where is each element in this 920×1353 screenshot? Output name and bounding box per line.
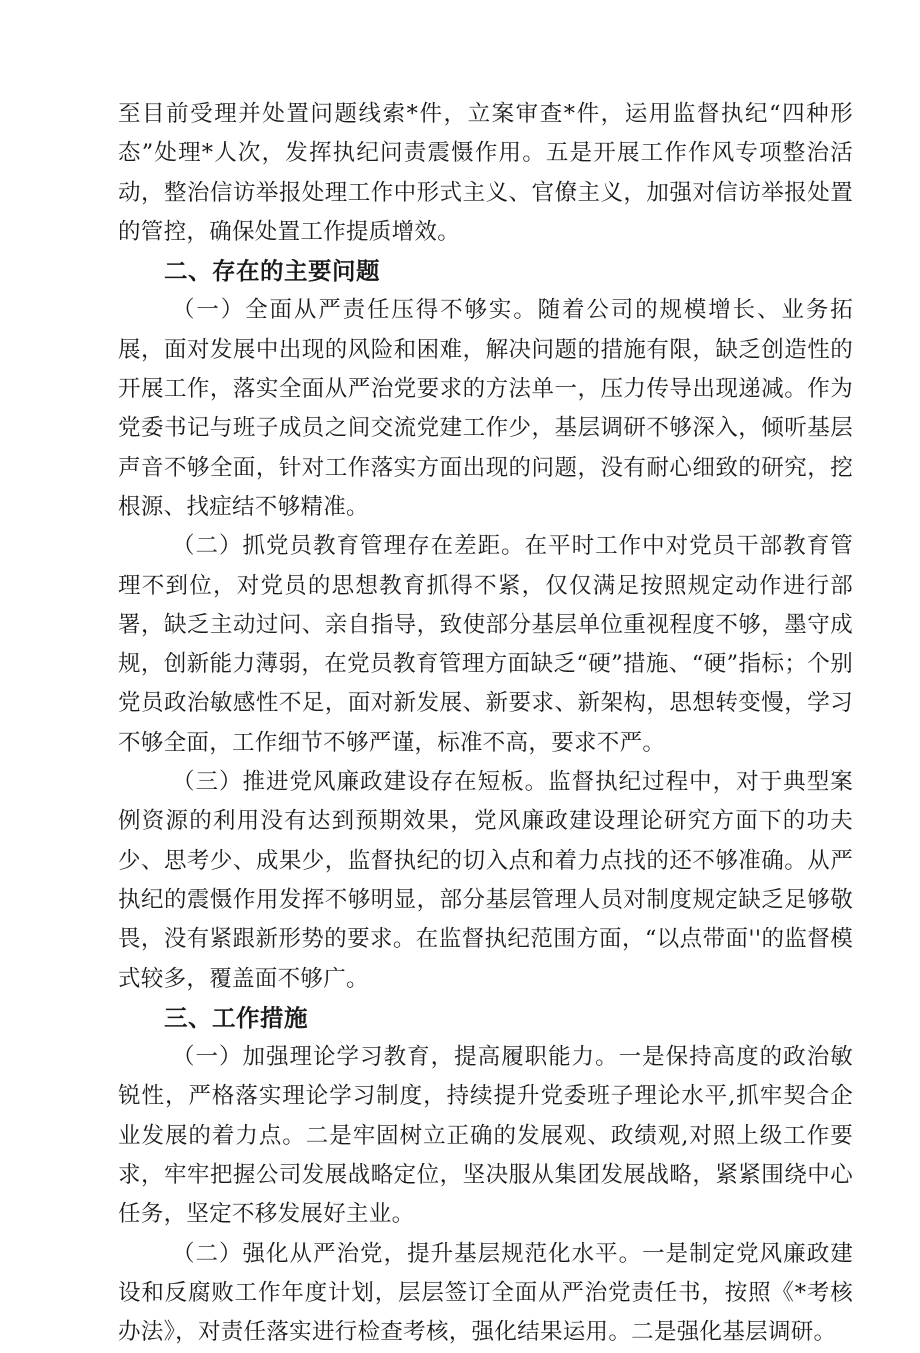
document-body (118, 95, 853, 1353)
intro-paragraph: 至目前受理并处置问题线索*件，立案审查*件，运用监督执纪“四种形态”处理*人次，发挥执纪问责震慑作用。五是开展工作作风专项整治活动，整治信访举报处理工作中形式主义、官僚主义，加强对信访举报处置的管控，确保处置工作提质增效。 (118, 101, 853, 245)
measure-paragraph-1: （一）加强理论学习教育，提高履职能力。一是保持高度的政治敏锐性，严格落实理论学习制度，持续提升党委班子理论水平,抓牢契合企业发展的着力点。二是牢固树立正确的发展观、政绩观,对照上级工作要求，牢牢把握公司发展战略定位，坚决服从集团发展战略，紧紧围绕中心任务，坚定不移发展好主业。 (118, 1044, 853, 1228)
section-heading-problems: 二、存在的主要问题 (164, 257, 380, 286)
measure-paragraph-2: （二）强化从严治党，提升基层规范化水平。一是制定党风廉政建设和反腐败工作年度计划，层层签订全面从严治党责任书，按照《*考核办法》，对责任落实进行检查考核，强化结果运用。二是强化基层调研。 (118, 1240, 853, 1346)
problem-paragraph-2: （二）抓党员教育管理存在差距。在平时工作中对党员干部教育管理不到位，对党员的思想教育抓得不紧，仅仅满足按照规定动作进行部署，缺乏主动过问、亲自指导，致使部分基层单位重视程度不够，墨守成规，创新能力薄弱，在党员教育管理方面缺乏“硬”措施、“硬”指标；个别党员政治敏感性不足，面对新发展、新要求、新架构，思想转变慢，学习不够全面，工作细节不够严谨，标准不高，要求不严。 (118, 533, 853, 756)
section-heading-measures: 三、工作措施 (164, 1003, 308, 1032)
problem-paragraph-1: （一）全面从严责任压得不够实。随着公司的规模增长、业务拓展，面对发展中出现的风险和困难，解决问题的措施有限，缺乏创造性的开展工作，落实全面从严治党要求的方法单一，压力传导出现递减。作为党委书记与班子成员之间交流党建工作少，基层调研不够深入，倾听基层声音不够全面，针对工作落实方面出现的问题，没有耐心细致的研究，挖根源、找症结不够精准。 (118, 297, 853, 520)
problem-paragraph-3: （三）推进党风廉政建设存在短板。监督执纪过程中，对于典型案例资源的利用没有达到预期效果，党风廉政建设理论研究方面下的功夫少、思考少、成果少，监督执纪的切入点和着力点找的还不够准确。从严执纪的震慑作用发挥不够明显，部分基层管理人员对制度规定缺乏足够敬畏，没有紧跟新形势的要求。在监督执纪范围方面，“以点带面''的监督模式较多，覆盖面不够广。 (118, 769, 853, 992)
